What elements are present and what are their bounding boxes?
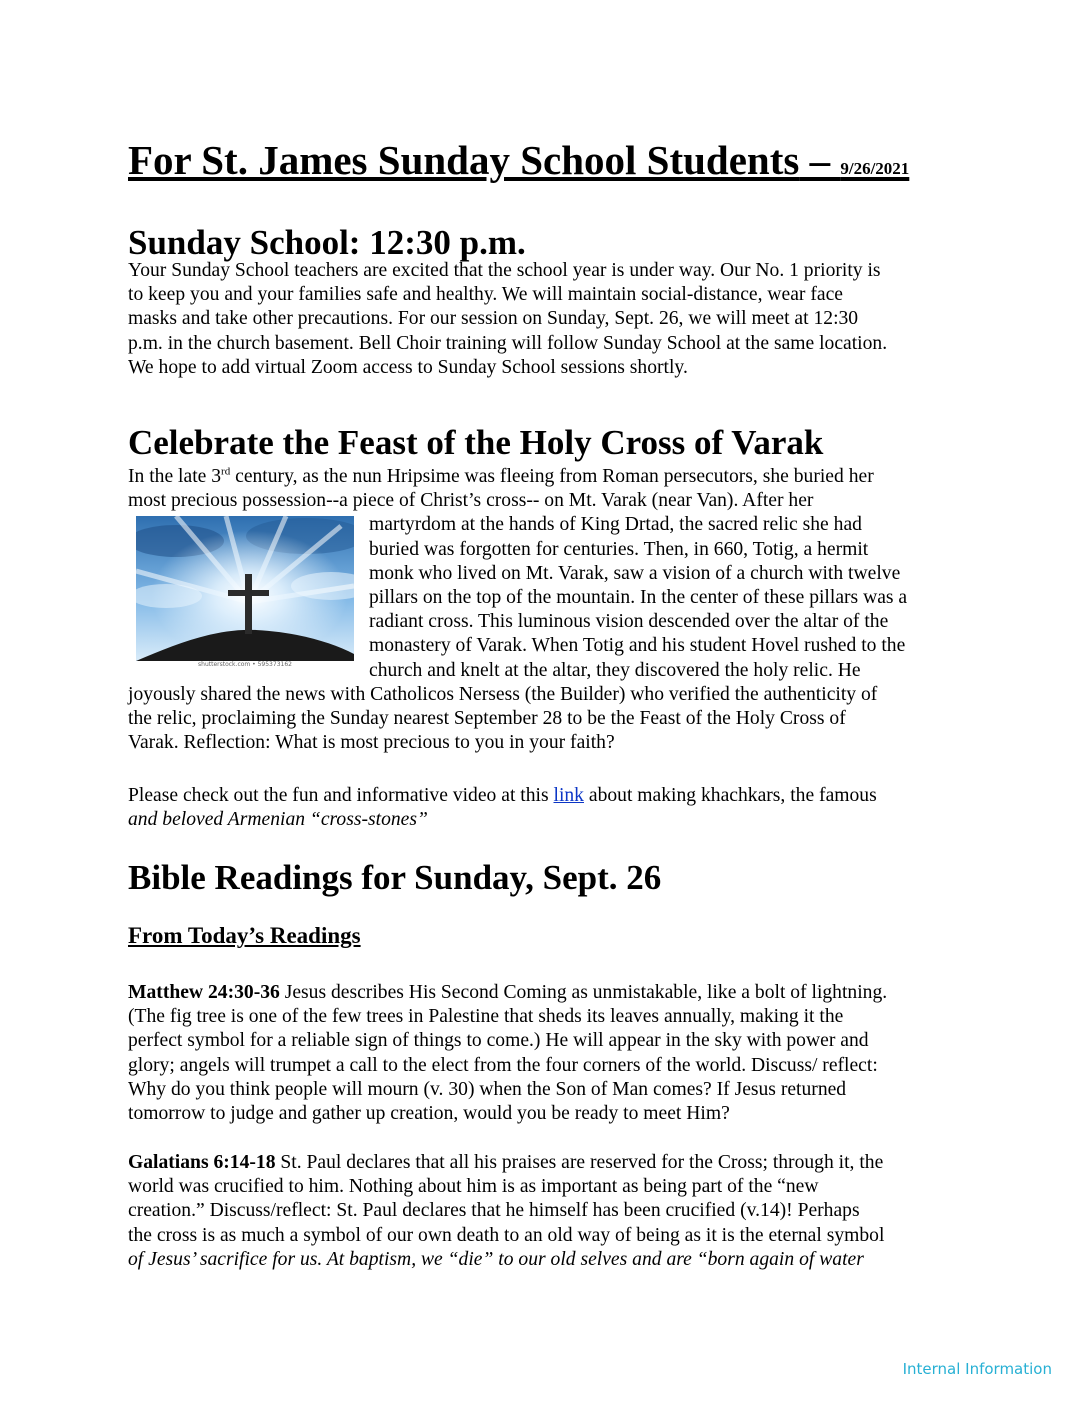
paragraph-line: p.m. in the church basement. Bell Choir training will follow Sunday School at the same location.	[128, 332, 888, 354]
title-date: 9/26/2021	[840, 159, 910, 178]
paragraph-line	[128, 1151, 960, 1175]
paragraph-line: the relic, proclaiming the Sunday nearest September 28 to be the Feast of the Holy Cross of	[128, 707, 846, 729]
paragraph-line: glory; angels will trumpet a call to the elect from the four corners of the world. Discuss/ reflect:	[128, 1054, 878, 1076]
italic-text: of Jesus’ sacrifice for us. At baptism, we “die” to our old selves and are “born again of water	[128, 1248, 864, 1270]
line-text: Please check out the fun and informative video at this	[128, 785, 554, 806]
paragraph-line: buried was forgotten for centuries. Then, in 660, Totig, a hermit	[369, 538, 869, 560]
paragraph-line: Why do you think people will mourn (v. 30) when the Son of Man comes? If Jesus returned	[128, 1078, 847, 1100]
paragraph-line: We hope to add virtual Zoom access to Sunday School sessions shortly.	[128, 356, 688, 378]
cross-image	[136, 516, 354, 672]
line-text: Jesus describes His Second Coming as unmistakable, like a bolt of lightning.	[279, 982, 888, 1003]
galatians-paragraph	[128, 1151, 960, 1272]
cross-photo-illustration	[136, 516, 354, 672]
video-paragraph	[128, 784, 960, 832]
paragraph-line	[128, 784, 960, 808]
paragraph-line	[128, 981, 960, 1005]
paragraph-line: masks and take other precautions. For our session on Sunday, Sept. 26, we will meet at 12:30	[128, 308, 859, 330]
paragraph-line: (The fig tree is one of the few trees in Palestine that sheds its leaves annually, making it the	[128, 1006, 844, 1028]
line-text: century, as the nun Hripsime was fleeing from Roman persecutors, she buried her	[230, 466, 874, 487]
title-dash: –	[799, 137, 841, 183]
paragraph-line: monastery of Varak. When Totig and his student Hovel rushed to the	[369, 635, 906, 657]
paragraph-line	[128, 465, 960, 489]
paragraph-line: perfect symbol for a reliable sign of things to come.) He will appear in the sky with power and	[128, 1030, 869, 1052]
todays-readings-subheading: From Today’s Readings	[128, 923, 361, 948]
line-text: St. Paul declares that all his praises are reserved for the Cross; through it, the	[275, 1152, 884, 1173]
scripture-reference: Galatians 6:14-18	[128, 1152, 276, 1173]
sunday-school-paragraph	[128, 259, 960, 380]
paragraph-line: joyously shared the news with Catholicos Nersess (the Builder) who verified the authenticity of	[128, 683, 878, 705]
holy-cross-heading: Celebrate the Feast of the Holy Cross of Varak	[128, 423, 824, 462]
bible-readings-heading: Bible Readings for Sunday, Sept. 26	[128, 858, 662, 897]
paragraph-line: tomorrow to judge and gather up creation, would you be ready to meet Him?	[128, 1102, 730, 1124]
paragraph-line: most precious possession--a piece of Christ’s cross-- on Mt. Varak (near Van). After her	[128, 490, 814, 512]
paragraph-line: world was crucified to him. Nothing about him is as important as being part of the “new	[128, 1176, 819, 1198]
paragraph-line: church and knelt at the altar, they discovered the holy relic. He	[369, 659, 861, 681]
paragraph-line	[128, 1248, 960, 1272]
paragraph-line: martyrdom at the hands of King Drtad, the sacred relic she had	[369, 514, 862, 536]
line-text: about making khachkars, the famous	[583, 785, 877, 806]
paragraph-line: Varak. Reflection: What is most precious to you in your faith?	[128, 732, 615, 754]
video-link[interactable]: link	[553, 785, 584, 806]
paragraph-line	[128, 808, 960, 832]
paragraph-line: radiant cross. This luminous vision descended over the altar of the	[369, 611, 889, 633]
paragraph-line: Your Sunday School teachers are excited that the school year is under way. Our No. 1 priority is	[128, 260, 881, 281]
paragraph-line: monk who lived on Mt. Varak, saw a vision of a church with twelve	[369, 562, 901, 584]
line-text: In the late 3	[128, 466, 222, 487]
page-title	[128, 136, 909, 193]
image-caption: shutterstock.com • 595373162	[198, 661, 292, 668]
paragraph-line: to keep you and your families safe and healthy. We will maintain social-distance, wear face	[128, 284, 843, 306]
paragraph-line: pillars on the top of the mountain. In the center of these pillars was a	[369, 586, 908, 608]
matthew-paragraph	[128, 981, 960, 1126]
internal-information-label: Internal Information	[902, 1360, 1052, 1378]
title-text: For St. James Sunday School Students	[128, 137, 800, 183]
paragraph-line: the cross is as much a symbol of our own death to an old way of being as it is the eternal symbol	[128, 1224, 885, 1246]
paragraph-line: creation.” Discuss/reflect: St. Paul declares that he himself has been crucified (v.14)! Perhaps	[128, 1200, 860, 1222]
ordinal-suffix: rd	[221, 465, 231, 478]
sunday-school-heading: Sunday School: 12:30 p.m.	[128, 223, 526, 262]
scripture-reference: Matthew 24:30-36	[128, 982, 280, 1003]
italic-text: and beloved Armenian “cross-stones”	[128, 809, 428, 831]
